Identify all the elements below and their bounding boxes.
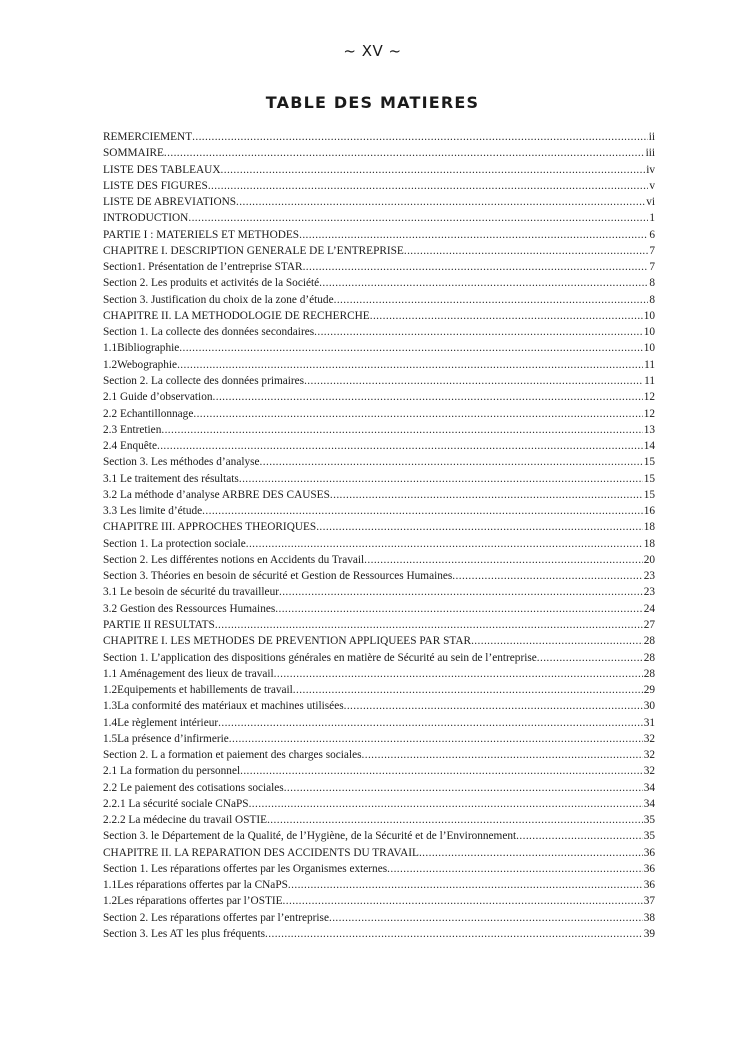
toc-entry: [103, 406, 655, 422]
toc-entry: [103, 552, 655, 568]
toc-entry-page: 23: [643, 586, 655, 599]
toc-entry: [103, 259, 655, 275]
toc-entry-page: v: [649, 179, 655, 192]
toc-entry-label: Section 3. Les AT les plus fréquents: [103, 928, 266, 941]
toc-dot-leader: [316, 519, 643, 535]
toc-entry: [103, 812, 655, 828]
toc-entry: [103, 324, 655, 340]
toc-entry-label: Section 3. Théories en besoin de sécurité et Gestion de Ressources Humaines: [103, 570, 453, 583]
toc-entry: [103, 389, 655, 405]
toc-entry-label: LISTE DES TABLEAUX: [103, 163, 221, 176]
toc-dot-leader: [221, 162, 646, 178]
toc-dot-leader: [161, 422, 642, 438]
toc-entry-label: Section 2. Les réparations offertes par l’entreprise: [103, 911, 329, 924]
toc-entry: [103, 617, 655, 633]
toc-entry-label: Section 2. L a formation et paiement des charges sociales: [103, 749, 362, 762]
toc-entry-page: 28: [643, 667, 655, 680]
toc-entry-label: 1.3La conformité des matériaux et machines utilisées: [103, 700, 344, 713]
toc-entry-page: 11: [644, 358, 655, 371]
toc-entry-page: 32: [643, 765, 655, 778]
toc-entry-label: Section 1. Les réparations offertes par les Organismes externes: [103, 862, 388, 875]
toc-entry: [103, 292, 655, 308]
toc-entry-label: 2.2 Le paiement des cotisations sociales: [103, 781, 284, 794]
toc-dot-leader: [260, 454, 643, 470]
toc-entry-label: 1.1Bibliographie: [103, 342, 180, 355]
toc-entry: [103, 910, 655, 926]
toc-entry-page: 1: [649, 212, 655, 225]
toc-entry-page: 8: [649, 293, 655, 306]
toc-entry-page: 34: [643, 781, 655, 794]
toc-dot-leader: [179, 340, 642, 356]
toc-entry: [103, 731, 655, 747]
toc-dot-leader: [344, 698, 643, 714]
toc-entry-page: 39: [643, 928, 655, 941]
toc-entry-label: Section 1. L’application des dispositions générales en matière de Sécurité au sein de l’entreprise: [103, 651, 537, 664]
toc-dot-leader: [239, 471, 643, 487]
toc-entry-page: vi: [646, 196, 655, 209]
toc-entry: [103, 275, 655, 291]
toc-entry: [103, 454, 655, 470]
toc-entry: [103, 227, 655, 243]
toc-dot-leader: [284, 780, 643, 796]
toc-dot-leader: [265, 926, 643, 942]
toc-dot-leader: [299, 227, 648, 243]
toc-entry: [103, 893, 655, 909]
toc-entry-label: Section 2. La collecte des données primaires: [103, 374, 305, 387]
toc-entry-label: Section 2. Les différentes notions en Accidents du Travail: [103, 553, 365, 566]
toc-entry: [103, 340, 655, 356]
toc-dot-leader: [283, 893, 643, 909]
toc-dot-leader: [370, 308, 643, 324]
toc-entry-label: PARTIE II RESULTATS: [103, 618, 215, 631]
toc-entry-page: 34: [643, 797, 655, 810]
toc-entry-label: INTRODUCTION: [103, 212, 189, 225]
toc-entry-label: 2.1 Guide d’observation: [103, 391, 213, 404]
toc-entry-page: 12: [643, 407, 655, 420]
toc-entry-label: PARTIE I : MATERIELS ET METHODES: [103, 228, 300, 241]
toc-entry-label: 3.2 La méthode d’analyse ARBRE DES CAUSES: [103, 488, 330, 501]
toc-entry: [103, 422, 655, 438]
toc-entry-label: Section 3. Les méthodes d’analyse: [103, 456, 260, 469]
toc-entry-label: 1.1 Aménagement des lieux de travail: [103, 667, 274, 680]
toc-entry-page: iv: [646, 163, 655, 176]
toc-entry-page: 35: [643, 830, 655, 843]
toc-entry-page: 15: [643, 472, 655, 485]
toc-dot-leader: [362, 747, 643, 763]
toc-entry-label: 1.2Les réparations offertes par l’OSTIE: [103, 895, 283, 908]
toc-dot-leader: [274, 666, 643, 682]
toc-dot-leader: [319, 275, 648, 291]
toc-dot-leader: [157, 438, 643, 454]
toc-entry: [103, 373, 655, 389]
toc-entry-label: CHAPITRE II. LA METHODOLOGIE DE RECHERCHE: [103, 309, 370, 322]
toc-entry: [103, 503, 655, 519]
toc-entry: [103, 650, 655, 666]
toc-entry-label: Section 3. Justification du choix de la zone d’étude: [103, 293, 334, 306]
toc-entry-page: 6: [649, 228, 655, 241]
toc-entry: [103, 763, 655, 779]
toc-entry-label: 2.2 Echantillonnage: [103, 407, 194, 420]
toc-dot-leader: [364, 552, 643, 568]
toc-entry-page: 15: [643, 488, 655, 501]
toc-dot-leader: [334, 292, 649, 308]
toc-dot-leader: [267, 812, 643, 828]
toc-entry-page: 24: [643, 602, 655, 615]
toc-entry: [103, 682, 655, 698]
toc-entry-page: 36: [643, 862, 655, 875]
toc-entry-page: 16: [643, 505, 655, 518]
toc-dot-leader: [304, 373, 643, 389]
toc-entry-page: 13: [643, 423, 655, 436]
toc-entry: [103, 308, 655, 324]
toc-dot-leader: [236, 194, 645, 210]
toc-entry: [103, 162, 655, 178]
toc-entry-label: 3.2 Gestion des Ressources Humaines: [103, 602, 276, 615]
toc-dot-leader: [249, 796, 643, 812]
toc-entry: [103, 633, 655, 649]
toc-dot-leader: [293, 682, 643, 698]
toc-entry-page: 35: [643, 814, 655, 827]
toc-entry-label: 1.2Equipements et habillements de travail: [103, 684, 293, 697]
toc-entry-page: 38: [643, 911, 655, 924]
toc-entry: [103, 471, 655, 487]
toc-entry-page: iii: [645, 147, 655, 160]
toc-entry: [103, 747, 655, 763]
toc-entry: [103, 584, 655, 600]
toc-entry: [103, 519, 655, 535]
toc-dot-leader: [516, 828, 643, 844]
toc-dot-leader: [208, 178, 649, 194]
toc-entry-label: 2.2.1 La sécurité sociale CNaPS: [103, 797, 249, 810]
toc-entry-page: 12: [643, 391, 655, 404]
toc-dot-leader: [279, 584, 643, 600]
toc-entry: [103, 536, 655, 552]
toc-dot-leader: [192, 129, 648, 145]
toc-entry-label: CHAPITRE II. LA REPARATION DES ACCIDENTS DU TRAVAIL: [103, 846, 419, 859]
toc-entry-label: 1.5La présence d’infirmerie: [103, 732, 229, 745]
toc-entry: [103, 178, 655, 194]
toc-entry: [103, 210, 655, 226]
toc-entry: [103, 861, 655, 877]
toc-dot-leader: [404, 243, 649, 259]
toc-entry-label: 1.2Webographie: [103, 358, 178, 371]
toc-entry: [103, 129, 655, 145]
toc-entry: [103, 243, 655, 259]
toc-dot-leader: [202, 503, 643, 519]
toc-dot-leader: [288, 877, 643, 893]
toc-entry-label: LISTE DES FIGURES: [103, 179, 208, 192]
toc-entry-label: 1.1Les réparations offertes par la CNaPS: [103, 879, 288, 892]
toc-entry-page: 36: [643, 846, 655, 859]
toc-entry-page: 14: [643, 440, 655, 453]
toc-entry-label: Section 1. La collecte des données secondaires: [103, 326, 315, 339]
toc-entry-page: 31: [643, 716, 655, 729]
toc-entry: [103, 780, 655, 796]
toc-entry: [103, 145, 655, 161]
toc-dot-leader: [303, 259, 649, 275]
toc-dot-leader: [330, 487, 643, 503]
toc-dot-leader: [314, 324, 643, 340]
toc-entry-label: 1.4Le règlement intérieur: [103, 716, 219, 729]
toc-entry-page: 28: [643, 635, 655, 648]
toc-entry-page: 28: [643, 651, 655, 664]
toc-entry-label: CHAPITRE III. APPROCHES THEORIQUES: [103, 521, 317, 534]
toc-entry-label: 2.4 Enquête: [103, 440, 157, 453]
toc-entry: [103, 194, 655, 210]
toc-entry: [103, 715, 655, 731]
toc-entry-page: 11: [644, 374, 655, 387]
toc-entry-label: LISTE DE ABREVIATIONS: [103, 196, 237, 209]
toc-entry: [103, 796, 655, 812]
toc-dot-leader: [218, 715, 643, 731]
toc-entry-page: 30: [643, 700, 655, 713]
toc-entry-label: Section 3. le Département de la Qualité, de l’Hygiène, de la Sécurité et de l’Environnement: [103, 830, 517, 843]
toc-entry-page: 29: [643, 684, 655, 697]
toc-dot-leader: [164, 145, 645, 161]
toc-entry-page: 18: [643, 521, 655, 534]
toc-entry-label: 2.1 La formation du personnel: [103, 765, 241, 778]
toc-entry-page: 36: [643, 879, 655, 892]
toc-entry-page: 7: [649, 244, 655, 257]
toc-entry-label: Section 2. Les produits et activités de la Société: [103, 277, 320, 290]
toc-entry-label: 3.1 Le besoin de sécurité du travailleur: [103, 586, 279, 599]
toc-entry-label: 3.1 Le traitement des résultats: [103, 472, 239, 485]
toc-entry-label: 3.3 Les limite d’étude: [103, 505, 203, 518]
toc-entry-page: ii: [648, 131, 655, 143]
toc-entry-page: 8: [649, 277, 655, 290]
toc-entry-label: 2.3 Entretien: [103, 423, 162, 436]
toc-dot-leader: [177, 357, 643, 373]
toc-dot-leader: [229, 731, 643, 747]
toc-title: TABLE DES MATIERES: [265, 93, 480, 112]
toc-entry-page: 10: [643, 342, 655, 355]
toc-dot-leader: [188, 210, 648, 226]
toc-entry-label: 2.2.2 La médecine du travail OSTIE: [103, 814, 268, 827]
toc-entry-page: 18: [643, 537, 655, 550]
toc-entry-page: 15: [643, 456, 655, 469]
toc-dot-leader: [213, 389, 643, 405]
toc-entry: [103, 487, 655, 503]
toc-entry-label: Section 1. La protection sociale: [103, 537, 246, 550]
toc-entry: [103, 845, 655, 861]
toc-dot-leader: [419, 845, 643, 861]
toc-entry-page: 27: [643, 618, 655, 631]
toc-entry-label: CHAPITRE I. DESCRIPTION GENERALE DE L’ENTREPRISE: [103, 244, 404, 257]
toc-dot-leader: [387, 861, 643, 877]
toc-entry: [103, 357, 655, 373]
toc-entry: [103, 698, 655, 714]
toc-dot-leader: [193, 406, 642, 422]
toc-entry: [103, 926, 655, 942]
toc-dot-leader: [215, 617, 643, 633]
toc-dot-leader: [329, 910, 643, 926]
toc-entry-page: 20: [643, 553, 655, 566]
toc-entry: [103, 828, 655, 844]
toc-entry-page: 7: [649, 261, 655, 274]
toc-entry-page: 37: [643, 895, 655, 908]
toc-dot-leader: [452, 568, 642, 584]
toc-dot-leader: [246, 536, 643, 552]
toc-entry-page: 10: [643, 309, 655, 322]
toc-dot-leader: [240, 763, 643, 779]
toc-entry: [103, 568, 655, 584]
toc-entry-label: CHAPITRE I. LES METHODES DE PREVENTION APPLIQUEES PAR STAR: [103, 635, 472, 648]
toc-dot-leader: [537, 650, 643, 666]
toc-entry-page: 23: [643, 570, 655, 583]
toc-entry-page: 32: [643, 749, 655, 762]
toc-dot-leader: [275, 601, 642, 617]
toc-entry-page: 32: [643, 732, 655, 745]
toc-entry-label: REMERCIEMENT: [103, 131, 193, 143]
toc-entry: [103, 601, 655, 617]
toc-dot-leader: [471, 633, 643, 649]
toc-entry: [103, 877, 655, 893]
toc-entry-page: 10: [643, 326, 655, 339]
toc-entry: [103, 666, 655, 682]
toc-entry-label: Section1. Présentation de l’entreprise STAR: [103, 261, 303, 274]
toc-entry-label: SOMMAIRE: [103, 147, 164, 160]
toc-list: [103, 129, 655, 942]
toc-entry: [103, 438, 655, 454]
page-number: ~ XV ~: [343, 42, 402, 60]
